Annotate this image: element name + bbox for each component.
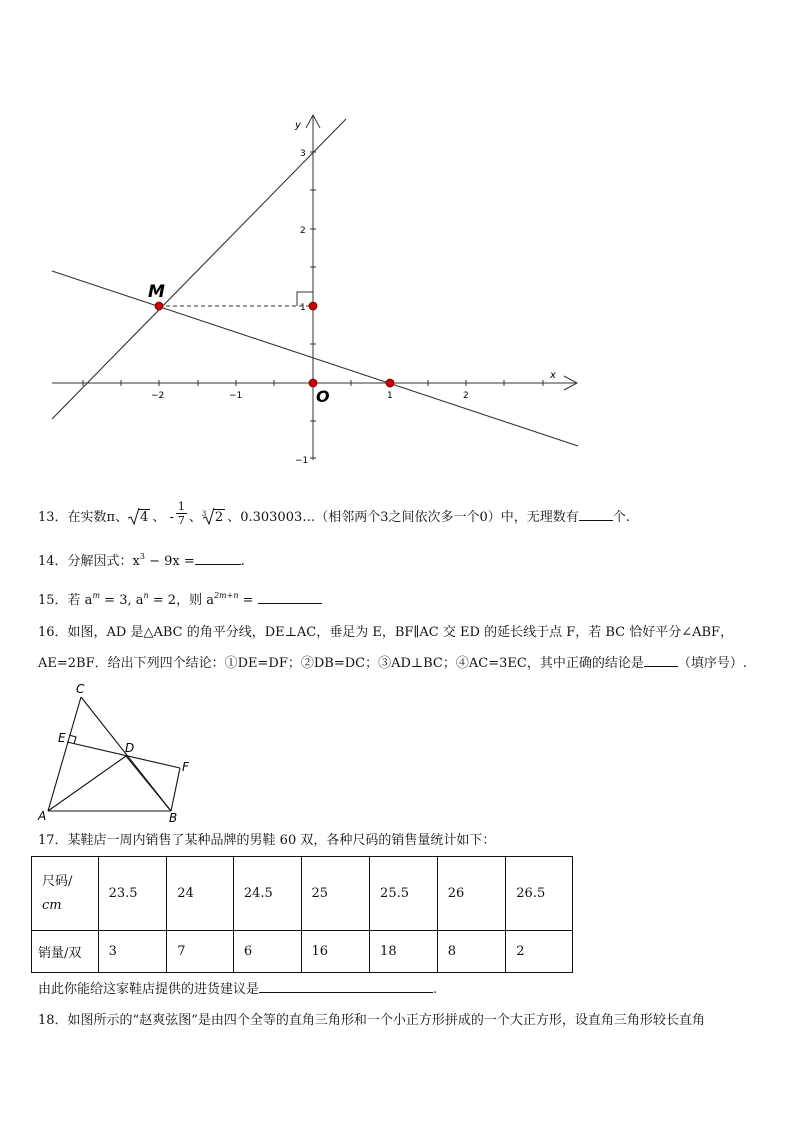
fraction-numerator: 1 <box>177 500 185 513</box>
q15-exp-n: n <box>143 591 149 600</box>
sales-cell: 8 <box>437 931 506 973</box>
size-cell: 25 <box>301 857 370 931</box>
sqrt-4-radicand: 4 <box>140 510 149 525</box>
q16-answer-blank[interactable] <box>644 654 678 667</box>
q15-text3: = 2，则 a <box>148 593 214 608</box>
label-f: F <box>182 760 189 774</box>
segment-ad <box>48 756 126 811</box>
size-cell: 25.5 <box>370 857 438 931</box>
q16-line1: 16．如图，AD 是△ABC 的角平分线，DE⊥AC，垂足为 E，BF∥AC 交 ED 的延长线于点 F，若 BC 恰好平分∠ABF， <box>38 625 734 640</box>
radical-sign-icon <box>203 507 215 525</box>
q13-answer-blank[interactable] <box>579 508 613 521</box>
cube-root-index: 3 <box>201 510 207 518</box>
y-tick-label: 2 <box>300 226 306 236</box>
size-cell: 24 <box>167 857 234 931</box>
size-cell: 23.5 <box>98 857 167 931</box>
q15-answer-blank[interactable] <box>258 591 322 604</box>
x-tick-label: −1 <box>229 391 243 401</box>
y-tick-label: −1 <box>295 456 309 466</box>
point-o <box>309 379 317 387</box>
segment-bf <box>171 768 180 811</box>
q18-text: 18．如图所示的“赵爽弦图”是由四个全等的直角三角形和一个小正方形拼成的一个大正方形，设直角三角形较长直角 <box>38 1013 705 1028</box>
segment-ef <box>67 742 180 768</box>
fraction-denominator: 7 <box>177 514 185 527</box>
label-m: M <box>148 282 165 302</box>
question-17-suggestion <box>38 980 437 999</box>
fraction <box>176 500 187 527</box>
cube-root-2 <box>202 509 225 527</box>
cube-root-radicand: 2 <box>214 510 224 525</box>
q14-text2: − 9x = <box>144 554 195 569</box>
sales-cell: 16 <box>301 931 370 973</box>
q13-text1: 13．在实数π、 <box>38 510 129 525</box>
question-16-line-1 <box>38 624 733 642</box>
q14-answer-blank[interactable] <box>195 552 241 565</box>
q16-line2a: AE=2BF．给出下列四个结论：①DE=DF；②DB=DC；③AD⊥BC；④AC=3EC，其中正确的结论是 <box>38 656 644 671</box>
point-x1 <box>386 379 394 387</box>
x-tick-label: 2 <box>463 391 469 401</box>
size-sales-table <box>31 856 573 973</box>
x-tick-label: −2 <box>151 391 165 401</box>
q14-text3: . <box>240 554 245 569</box>
line-through-m-and-y3 <box>52 119 346 419</box>
q13-sep2: 、 <box>188 510 202 525</box>
sales-cell: 2 <box>506 931 573 973</box>
q15-exp-m: m <box>92 591 101 600</box>
q15-exp-2mn: 2m+n <box>213 591 239 600</box>
q13-sep1: 、 - <box>152 510 174 525</box>
label-e: E <box>58 731 66 745</box>
radical-sign-icon <box>128 507 140 525</box>
point-m <box>155 302 163 310</box>
sales-cell: 7 <box>167 931 234 973</box>
segment-ca <box>48 697 81 811</box>
question-15 <box>38 587 322 610</box>
q14-text1: 14．分解因式：x <box>38 554 140 569</box>
triangle-figure <box>30 680 210 825</box>
label-d: D <box>125 741 135 755</box>
question-16-line-2 <box>38 654 747 673</box>
size-cell: 26.5 <box>506 857 573 931</box>
q15-text4: = <box>238 593 254 608</box>
sales-cell: 3 <box>98 931 167 973</box>
q13-text2: 、0.303003…（相邻两个3之间依次多一个0）中，无理数有 <box>227 510 579 525</box>
q13-text3: 个. <box>612 510 630 525</box>
x-axis-label: x <box>550 370 556 381</box>
table-row-sizes <box>32 857 573 931</box>
header-size-line1: 尺码/ <box>42 873 73 889</box>
size-cell: 24.5 <box>233 857 301 931</box>
x-tick-label: 1 <box>387 391 393 401</box>
q17-after: 由此你能给这家鞋店提供的进货建议是 <box>38 982 260 997</box>
label-a: A <box>38 809 47 823</box>
y-tick-label: 1 <box>300 303 306 313</box>
header-sales: 销量/双 <box>32 931 99 973</box>
question-18 <box>38 1012 705 1030</box>
size-cell: 26 <box>437 857 506 931</box>
coordinate-graph <box>0 0 794 500</box>
header-size-unit: cm <box>42 897 62 913</box>
question-13 <box>38 500 630 527</box>
question-14 <box>38 548 245 571</box>
q17-after-end: . <box>433 982 438 997</box>
label-o: O <box>316 387 330 406</box>
header-size <box>32 857 99 931</box>
y-axis-label: y <box>295 120 301 131</box>
q15-text1: 15．若 a <box>38 593 93 608</box>
q17-intro: 17．某鞋店一周内销售了某种品牌的男鞋 60 双，各种尺码的销售量统计如下： <box>38 833 496 848</box>
line-through-m-and-x1 <box>52 271 578 446</box>
label-b: B <box>169 811 178 825</box>
question-17 <box>38 832 495 850</box>
q15-text2: = 3, a <box>100 593 144 608</box>
sqrt-4 <box>128 509 150 527</box>
q14-exponent: 3 <box>139 552 145 561</box>
label-c: C <box>76 682 85 696</box>
y-tick-label: 3 <box>300 149 306 159</box>
sales-cell: 6 <box>233 931 301 973</box>
q16-line2b: （填序号）. <box>677 656 747 671</box>
sales-cell: 18 <box>370 931 438 973</box>
point-y1 <box>309 302 317 310</box>
table-row-sales <box>32 931 573 973</box>
q17-answer-blank[interactable] <box>259 980 433 993</box>
